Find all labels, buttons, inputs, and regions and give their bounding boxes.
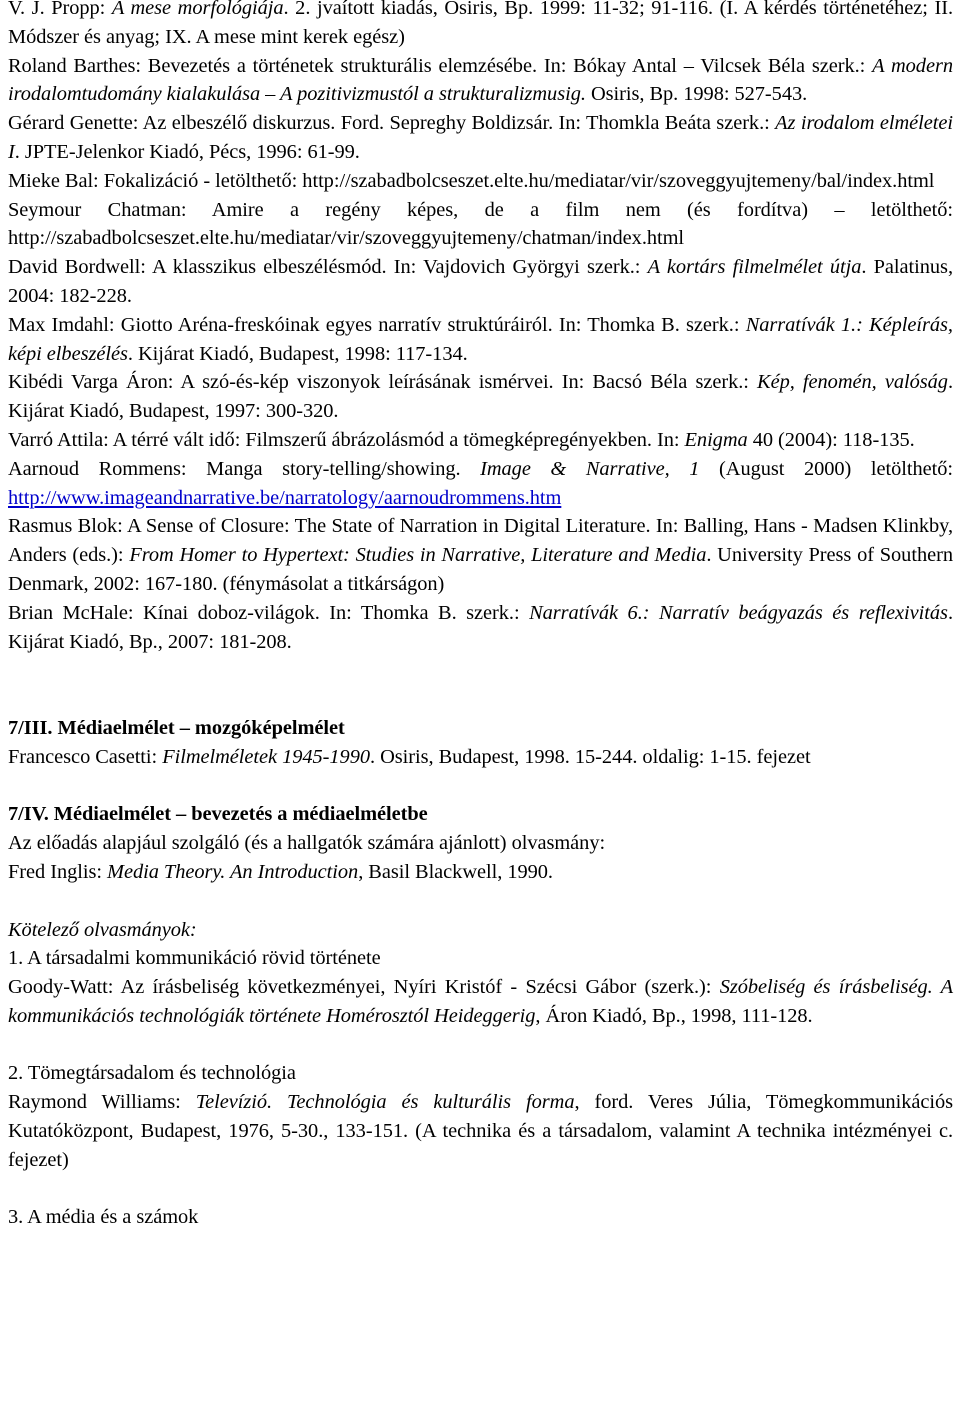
reference-chatman bbox=[8, 196, 953, 254]
text-run: Goody-Watt: Az írásbeliség következményei, Nyíri Kristóf - Szécsi Gábor (szerk.): bbox=[8, 976, 720, 999]
reference-bordwell bbox=[8, 253, 953, 311]
reference-mchale bbox=[8, 599, 953, 657]
italic-title: A kortárs filmelmélet útja bbox=[647, 256, 862, 279]
italic-title: Szóbeliség és írásbeliség. A kommunikációs technológiák története Homérosztól Heideggerig bbox=[8, 976, 954, 1027]
italic-title: A modern irodalomtudomány kialakulása – A pozitivizmustól a strukturalizmusig. bbox=[8, 54, 953, 106]
section-heading-7-3 bbox=[8, 714, 953, 743]
reference-imdahl bbox=[8, 311, 953, 369]
reference-barthes bbox=[8, 52, 953, 110]
text-run: . 2. jvaított kiadás, Osiris, Bp. 1999: 11-32; 91-116. (I. A kérdés történetéhez; II. Módszer és anyag; IX. A mese mint kerek egész) bbox=[8, 0, 953, 48]
italic-title: Enigma bbox=[684, 428, 748, 451]
italic-title: Image & Narrative, 1 bbox=[480, 457, 700, 480]
text-run: , ford. Veres Júlia, Tömegkommunikációs Kutatóközpont, Budapest, 1976, 5-30., 133-151. (A technika és a társadalom, valamint A technika intézményei c. fejezet) bbox=[8, 1091, 953, 1171]
topic-2: 2. Tömegtársadalom és technológia bbox=[8, 1062, 296, 1085]
text-run: Rasmus Blok: A Sense of Closure: The State of Narration in Digital Literature. In: Balling, Hans - Madsen Klinkby, Anders (eds.): bbox=[8, 515, 953, 567]
reference-rommens bbox=[8, 455, 953, 513]
italic-title: Filmelméletek 1945-1990 bbox=[162, 745, 370, 768]
intro-text: Az előadás alapjául szolgáló (és a hallgatók számára ajánlott) olvasmány: bbox=[8, 832, 606, 855]
reference-genette bbox=[8, 109, 953, 167]
required-readings-label: Kötelező olvasmányok: bbox=[8, 918, 197, 941]
italic-title: Media Theory. An Introduction bbox=[107, 860, 359, 883]
spacer bbox=[8, 887, 953, 916]
text-run: . Kijárat Kiadó, Budapest, 1997: 300-320. bbox=[8, 371, 953, 423]
section-number: 7/III. bbox=[8, 716, 53, 739]
text-run: . Kijárat Kiadó, Bp., 2007: 181-208. bbox=[8, 601, 953, 653]
reference-list bbox=[8, 0, 953, 656]
reference-goody-watt bbox=[8, 973, 953, 1031]
text-run: V. J. Propp: bbox=[8, 0, 112, 19]
reference-propp bbox=[8, 0, 953, 52]
text-run: Roland Barthes: Bevezetés a történetek strukturális elemzésébe. In: Bókay Antal – Vilcsek Béla szerk.: bbox=[8, 54, 873, 77]
text-run: 40 (2004): 118-135. bbox=[747, 428, 915, 451]
section-title: Médiaelmélet – bevezetés a médiaelméletbe bbox=[48, 803, 428, 826]
reference-blok bbox=[8, 512, 953, 598]
spacer bbox=[8, 656, 953, 714]
text-run: Osiris, Bp. 1998: 527-543. bbox=[585, 83, 808, 106]
text-run: Kibédi Varga Áron: A szó-és-kép viszonyok leírásának ismérvei. In: Bacsó Béla szerk.: bbox=[8, 371, 758, 394]
italic-title: Narratívák 6.: Narratív beágyazás és reflexivitás bbox=[529, 601, 948, 624]
spacer bbox=[8, 1031, 953, 1060]
text-run: (August 2000) letölthető: bbox=[699, 457, 953, 480]
spacer bbox=[8, 772, 953, 801]
url-link[interactable]: http://www.imageandnarrative.be/narratology/aarnoudrommens.htm bbox=[8, 486, 562, 509]
reference-inglis bbox=[8, 858, 953, 887]
text-run: , Basil Blackwell, 1990. bbox=[358, 860, 553, 883]
text-run: . Palatinus, 2004: 182-228. bbox=[8, 256, 953, 307]
section-number: 7/IV. bbox=[8, 803, 49, 826]
reference-williams bbox=[8, 1088, 953, 1174]
italic-title: From Homer to Hypertext: Studies in Narrative, Literature and Media bbox=[129, 544, 707, 567]
spacer bbox=[8, 1175, 953, 1204]
text-run: , Áron Kiadó, Bp., 1998, 111-128. bbox=[535, 1004, 813, 1027]
reference-kibedi bbox=[8, 368, 953, 426]
section-title: Médiaelmélet – mozgóképelmélet bbox=[52, 716, 345, 739]
text-run: Varró Attila: A térré vált idő: Filmszerű ábrázolásmód a tömegképregényekben. In: bbox=[8, 428, 685, 451]
text-run: Brian McHale: Kínai doboz-világok. In: Thomka B. szerk.: bbox=[8, 601, 530, 624]
text-run: . Osiris, Budapest, 1998. 15-244. oldalig: 1-15. fejezet bbox=[370, 745, 811, 768]
reference-bal bbox=[8, 167, 953, 196]
text-run: Fred Inglis: bbox=[8, 860, 108, 883]
text-run: Seymour Chatman: Amire a regény képes, de a film nem (és fordítva) – letölthető: http://szabadbolcseszet.elte.hu/mediatar/vir/szoveggyujtemeny/chatman/index.html bbox=[8, 198, 953, 250]
topic-3: 3. A média és a számok bbox=[8, 1206, 199, 1229]
text-run: Gérard Genette: Az elbeszélő diskurzus. Ford. Sepreghy Boldizsár. In: Thomkla Beáta szerk.: bbox=[8, 112, 776, 135]
text-run: Francesco Casetti: bbox=[8, 745, 163, 768]
reference-varro bbox=[8, 426, 953, 455]
section-heading-7-4 bbox=[8, 800, 953, 829]
text-run: Aarnoud Rommens: Manga story-telling/showing. bbox=[8, 457, 481, 480]
topic-1: 1. A társadalmi kommunikáció rövid története bbox=[8, 947, 381, 970]
text-run: . Kijárat Kiadó, Budapest, 1998: 117-134. bbox=[127, 342, 468, 365]
text-run: Mieke Bal: Fokalizáció - letölthető: http://szabadbolcseszet.elte.hu/mediatar/vir/szoveggyujtemeny/bal/index.html bbox=[8, 169, 935, 192]
text-run: David Bordwell: A klasszikus elbeszélésmód. In: Vajdovich Györgyi szerk.: bbox=[8, 256, 648, 279]
italic-title: Narratívák 1.: Képleírás, képi elbeszélés bbox=[8, 313, 953, 365]
text-run: Max Imdahl: Giotto Aréna-freskóinak egyes narratív struktúráiról. In: Thomka B. szerk.: bbox=[8, 313, 746, 336]
text-run: . JPTE-Jelenkor Kiadó, Pécs, 1996: 61-99. bbox=[14, 140, 360, 163]
reference-casetti bbox=[8, 743, 953, 772]
text-run: Raymond Williams: bbox=[8, 1091, 196, 1114]
italic-title: Kép, fenomén, valóság bbox=[757, 371, 948, 394]
italic-title: Az irodalom elméletei I bbox=[8, 112, 954, 163]
italic-title: Televízió. Technológia és kulturális forma bbox=[195, 1091, 575, 1114]
text-run: . University Press of Southern Denmark, 2002: 167-180. (fénymásolat a titkárságon) bbox=[8, 544, 953, 595]
italic-title: A mese morfológiája bbox=[111, 0, 284, 19]
